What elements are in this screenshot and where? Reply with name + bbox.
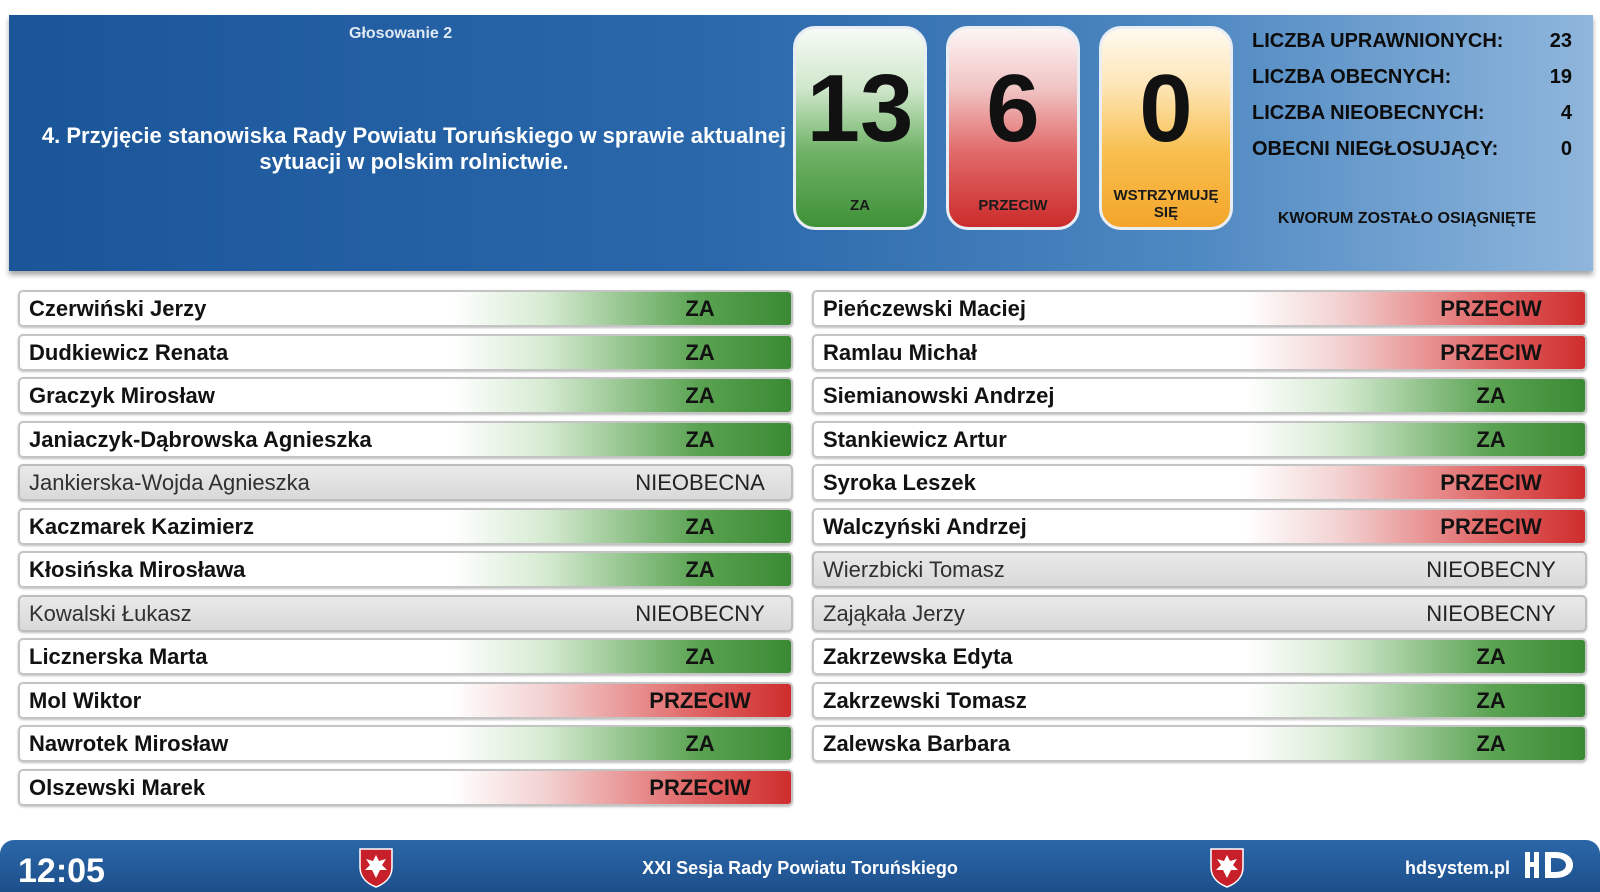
member-vote-row [812,290,1587,327]
member-vote: ZA [685,557,715,582]
hd-helpdesk-logo-icon [1523,848,1578,882]
member-name: Walczyński Andrzej [823,513,1027,539]
member-vote: ZA [1476,383,1506,408]
member-name: Zakrzewski Tomasz [823,687,1027,713]
member-name: Wierzbicki Tomasz [823,557,1005,582]
member-name: Janiaczyk-Dąbrowska Agnieszka [29,426,372,452]
stat-value: 4 [1560,102,1572,124]
member-vote-row [18,638,793,675]
session-title: XXI Sesja Rady Powiatu Toruńskiego [642,858,958,878]
member-vote-row [812,638,1587,675]
county-coat-of-arms-icon [1205,845,1249,889]
clock: 12:05 [18,852,105,890]
member-vote-row [18,334,793,371]
stat-label: LICZBA OBECNYCH: [1252,66,1452,88]
member-vote: PRZECIW [1440,470,1542,495]
member-vote: NIEOBECNY [1426,600,1556,626]
member-name: Zakrzewska Edyta [823,644,1013,669]
za-label: ZA [850,197,870,214]
member-vote: PRZECIW [1440,339,1542,365]
member-name: Ramlau Michał [823,339,978,365]
county-coat-of-arms-icon [354,845,398,889]
member-vote-row [18,682,793,719]
member-vote-row [18,551,793,588]
member-vote-row [812,421,1587,458]
member-name: Kaczmarek Kazimierz [29,513,255,539]
member-vote-row [812,464,1587,501]
member-vote-row [812,682,1587,719]
member-vote: NIEOBECNY [635,600,765,626]
member-vote: PRZECIW [649,687,751,713]
member-name: Jankierska-Wojda Agnieszka [29,470,310,495]
member-vote: PRZECIW [1440,296,1542,321]
member-vote-row [812,334,1587,371]
member-name: Nawrotek Mirosław [29,731,229,756]
member-vote: ZA [1476,426,1506,452]
wstrzymuje-count: 0 [1139,55,1193,162]
stat-obecnych [1252,62,1572,98]
member-name: Stankiewicz Artur [823,426,1007,452]
member-vote: PRZECIW [649,774,751,800]
vendor-website: hdsystem.pl [1405,858,1511,878]
przeciw-label: PRZECIW [978,197,1048,214]
member-vote: ZA [685,731,715,756]
member-vote: ZA [685,383,715,408]
member-name: Dudkiewicz Renata [29,339,229,365]
member-vote-row [18,421,793,458]
stat-label: LICZBA UPRAWNIONYCH: [1252,30,1504,52]
member-vote-row [18,595,793,632]
member-vote: ZA [685,426,715,452]
stat-uprawnionych [1252,26,1572,62]
footer-bar [0,840,1600,892]
member-vote: ZA [1476,687,1506,713]
member-name: Syroka Leszek [823,470,976,495]
member-vote-row [812,595,1587,632]
member-name: Mol Wiktor [29,687,142,713]
attendance-stats [1252,26,1572,170]
member-name: Kłosińska Mirosława [29,557,246,582]
member-vote-row [812,377,1587,414]
quorum-status: KWORUM ZOSTAŁO OSIĄGNIĘTE [1277,210,1537,227]
member-vote-row [18,464,793,501]
member-vote: PRZECIW [1440,513,1542,539]
member-name: Zająkała Jerzy [823,600,965,626]
member-name: Pieńczewski Maciej [823,296,1026,321]
member-vote: ZA [685,296,715,321]
member-vote-row [18,725,793,762]
member-name: Siemianowski Andrzej [823,383,1055,408]
stat-nieobecnych [1252,98,1572,134]
member-name: Czerwiński Jerzy [29,296,207,321]
przeciw-count: 6 [986,55,1040,162]
member-vote-row [812,551,1587,588]
member-vote: ZA [685,513,715,539]
tile-wstrzymuje [1099,26,1233,230]
member-name: Kowalski Łukasz [29,600,192,626]
member-vote-row [18,508,793,545]
member-vote-row [812,508,1587,545]
member-vote-row [18,769,793,806]
member-vote-row [18,377,793,414]
member-vote-row [18,290,793,327]
member-name: Graczyk Mirosław [29,383,215,408]
stat-label: LICZBA NIEOBECNYCH: [1252,102,1485,124]
stat-value: 19 [1549,66,1572,88]
vote-number: Głosowanie 2 [349,25,453,42]
member-name: Olszewski Marek [29,774,206,800]
tile-przeciw [946,26,1080,230]
member-name: Zalewska Barbara [823,731,1011,756]
tile-za [793,26,927,230]
member-vote: ZA [1476,644,1506,669]
stat-value: 0 [1560,138,1572,160]
member-vote: ZA [685,339,715,365]
za-count: 13 [806,55,914,162]
member-vote: NIEOBECNA [635,470,765,495]
member-vote: ZA [1476,731,1506,756]
member-name: Licznerska Marta [29,644,208,669]
wstrzymuje-label: WSTRZYMUJĘ SIĘ [1113,187,1219,221]
agenda-item-title: 4. Przyjęcie stanowiska Rady Powiatu Toruńskiego w sprawie aktualnej sytuacji w polskim rolnictwie. [41,123,787,174]
stat-value: 23 [1549,30,1572,52]
stat-label: OBECNI NIEGŁOSUJĄCY: [1252,138,1499,160]
stat-niegłosujacy [1252,134,1572,170]
member-vote: ZA [685,644,715,669]
member-vote-row [812,725,1587,762]
member-vote: NIEOBECNY [1426,557,1556,582]
